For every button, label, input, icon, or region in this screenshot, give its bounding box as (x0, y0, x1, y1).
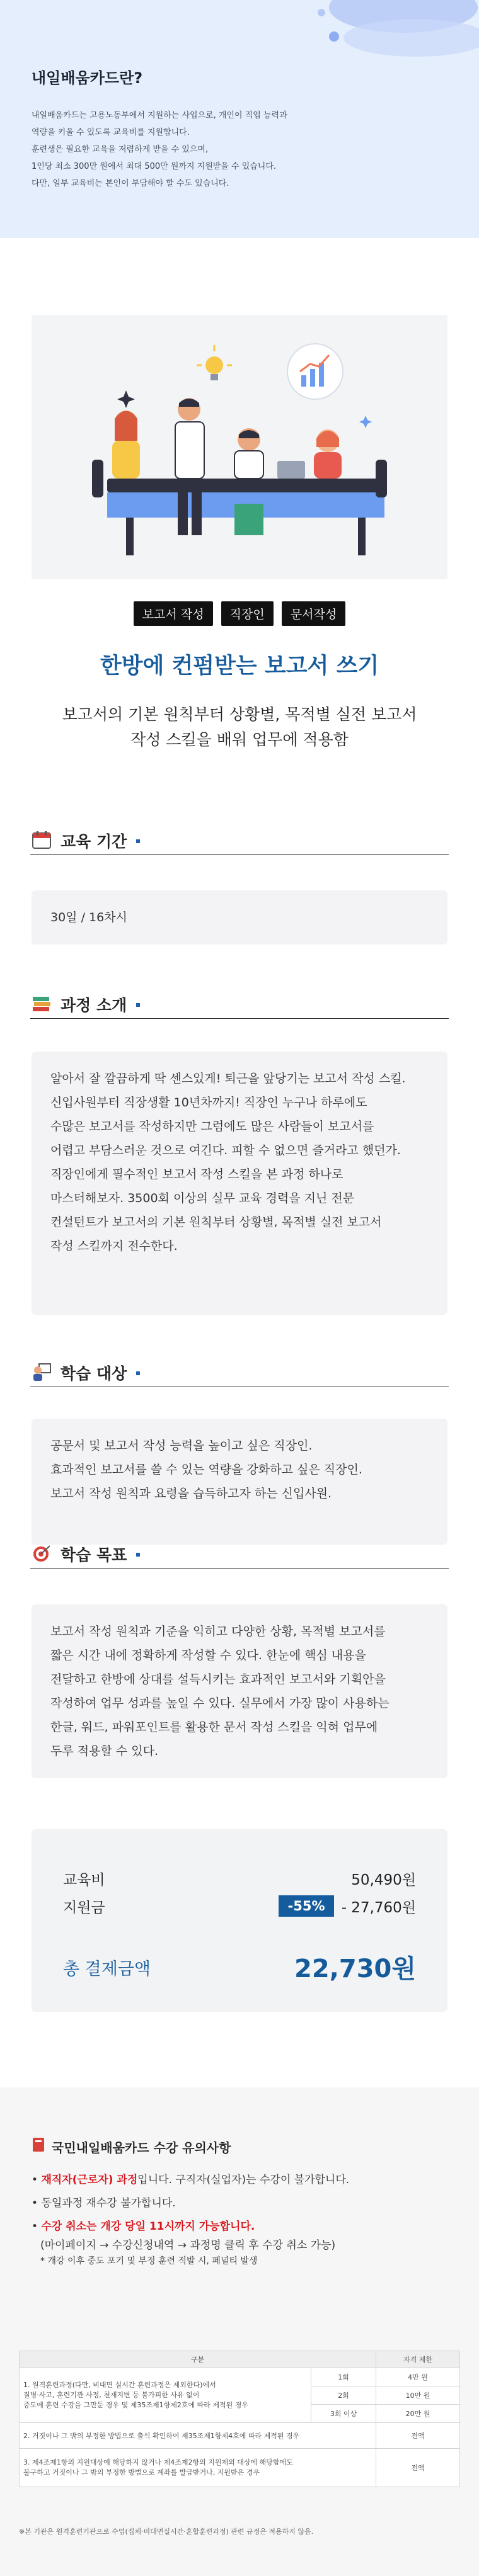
table-header-row (20, 2351, 460, 2368)
title-dot (136, 839, 140, 843)
course-illustration (32, 315, 447, 579)
support-value: - 27,760원 (341, 1900, 416, 1916)
table-cell-count: 3회 이상 (311, 2405, 376, 2423)
desc-line: 3. 제4조제1항의 지원대상에 해당하지 않거나 제4조제2항의 지원제외 대상에 해당함에도 (23, 2458, 293, 2466)
table-cell-amount: 10만 원 (376, 2386, 460, 2405)
section-period-header (30, 822, 449, 855)
notice-item: • 동일과정 재수강 불가합니다. (32, 2197, 176, 2210)
penalty-table (19, 2351, 460, 2487)
price-card (32, 1829, 447, 2012)
hero-line: 역량을 키울 수 있도록 교육비를 지원합니다. (32, 128, 190, 137)
goal-card (32, 1604, 447, 1778)
notice-item: • 재직자(근로자) 과정입니다. 구직자(실업자)는 수강이 불가합니다. (32, 2174, 350, 2186)
notice-footnote: ※본 기관은 원격훈련기관으로 수업(집체·비대면실시간·혼합훈련과정) 관련 규정은 적용하지 않음. (19, 2528, 314, 2536)
hero-decoration (296, 0, 479, 113)
notice-item-text: 입니다. 구직자(실업자)는 수강이 불가합니다. (137, 2174, 350, 2186)
desc-line: 불구하고 거짓이나 그 밖의 부정한 방법으로 계좌를 발급받거나, 지원받은 경우 (23, 2468, 260, 2477)
intro-text (50, 1067, 406, 1258)
notice-item-emphasis: 재직자(근로자) 과정 (41, 2174, 138, 2186)
goal-line: 두루 적용할 수 있다. (50, 1744, 158, 1758)
hero-line: 1인당 최소 300만 원에서 최대 500만 원까지 지원받을 수 있습니다. (32, 162, 277, 171)
period-value: 30일 / 16차시 (50, 911, 127, 924)
course-subtitle (0, 702, 479, 752)
goal-text (50, 1620, 390, 1763)
table-row (20, 2449, 460, 2487)
intro-line: 수많은 보고서를 작성하지만 그럼에도 많은 사람들이 보고서를 (50, 1120, 374, 1133)
total-value: 22,730원 (294, 1955, 416, 1983)
fee-value: 50,490원 (351, 1872, 416, 1888)
support-label: 지원금 (63, 1900, 105, 1916)
desc-line: 1. 원격훈련과정(다만, 비대면 실시간 훈련과정은 제외한다)에서 (23, 2381, 216, 2389)
cancel-path: (마이페이지 → 수강신청내역 → 과정명 클릭 후 수강 취소 가능) (40, 2239, 336, 2252)
target-line: 공문서 및 보고서 작성 능력을 높이고 싶은 직장인. (50, 1439, 313, 1453)
table-cell-desc (20, 2368, 311, 2423)
desc-line: 중도에 훈련 수강을 그만둔 경우 및 제35조제1항제2호에 따라 제적된 경우 (23, 2401, 248, 2409)
fee-label: 교육비 (63, 1872, 105, 1888)
notice-title: 국민내일배움카드 수강 유의사항 (52, 2140, 231, 2155)
course-tags (0, 601, 479, 626)
target-icon (32, 1544, 52, 1563)
target-line: 보고서 작성 원칙과 요령을 습득하고자 하는 신입사원. (50, 1487, 332, 1501)
table-row (20, 2368, 460, 2386)
intro-line: 마스터해보자. 3500회 이상의 실무 교육 경력을 지닌 전문 (50, 1191, 355, 1205)
calendar-icon (32, 831, 52, 849)
intro-line: 컨설턴트가 보고서의 기본 원칙부터 상황별, 목적별 실전 보고서 (50, 1215, 382, 1229)
intro-line: 어렵고 부담스러운 것으로 여긴다. 피할 수 없으면 즐거라고 했던가. (50, 1143, 401, 1157)
section-title: 학습 목표 (61, 1546, 127, 1564)
section-target-header (30, 1354, 449, 1387)
intro-line: 알아서 잘 깔끔하게 딱 센스있게! 퇴근을 앞당기는 보고서 작성 스킬. (50, 1072, 406, 1086)
intro-card (32, 1052, 447, 1315)
goal-line: 한글, 워드, 파워포인트를 활용한 문서 작성 스킬을 익혀 업무에 (50, 1720, 378, 1734)
table-cell-amount: 20만 원 (376, 2405, 460, 2423)
table-header: 자격 제한 (376, 2351, 460, 2368)
notice-section (0, 2087, 479, 2576)
cancel-note: * 개강 이후 중도 포기 및 부정 훈련 적발 시, 페널티 발생 (40, 2256, 258, 2266)
teacher-icon (32, 1363, 52, 1382)
table-cell-amount: 전액 (376, 2423, 460, 2449)
course-subtitle-line: 보고서의 기본 원칙부터 상황별, 목적별 실전 보고서 (62, 705, 417, 723)
desc-line: 질병·사고, 훈련기관 사정, 천재지변 등 불가피한 사유 없이 (23, 2391, 200, 2399)
hero-line: 훈련생은 필요한 교육을 저렴하게 받을 수 있으며, (32, 145, 209, 154)
hero-banner (0, 0, 479, 238)
intro-line: 직장인에게 필수적인 보고서 작성 스킬을 본 과정 하나로 (50, 1167, 343, 1181)
table-row (20, 2423, 460, 2449)
title-dot (136, 1553, 140, 1557)
table-cell-desc (20, 2449, 376, 2487)
books-icon (32, 994, 52, 1013)
intro-line: 작성 스킬까지 전수한다. (50, 1239, 178, 1253)
table-header: 구분 (20, 2351, 376, 2368)
course-tag: 보고서 작성 (134, 601, 213, 626)
notice-item: • 수강 취소는 개강 당일 11시까지 가능합니다. (32, 2220, 255, 2233)
goal-line: 작성하여 업무 성과를 높일 수 있다. 실무에서 가장 많이 사용하는 (50, 1696, 390, 1710)
table-cell-count: 1회 (311, 2368, 376, 2386)
target-text (50, 1434, 362, 1506)
period-card (32, 890, 447, 945)
hero-description (32, 107, 384, 192)
target-card (32, 1419, 447, 1545)
notice-item-emphasis: 수강 취소는 개강 당일 11시까지 가능합니다. (41, 2220, 255, 2233)
table-cell-count: 2회 (311, 2386, 376, 2405)
hero-line: 다만, 일부 교육비는 본인이 부담해야 할 수도 있습니다. (32, 179, 229, 188)
discount-badge: -55% (279, 1895, 334, 1917)
section-title: 학습 대상 (61, 1365, 127, 1383)
hero-line: 내일배움카드는 고용노동부에서 지원하는 사업으로, 개인이 직업 능력과 (32, 111, 287, 120)
course-tag: 직장인 (221, 601, 274, 626)
goal-line: 보고서 작성 원칙과 기준을 익히고 다양한 상황, 목적별 보고서를 (50, 1625, 386, 1638)
target-line: 효과적인 보고서를 쓸 수 있는 역량을 강화하고 싶은 직장인. (50, 1463, 362, 1477)
goal-line: 전달하고 한방에 상대를 설득시키는 효과적인 보고서와 기획안을 (50, 1672, 386, 1686)
title-dot (136, 1003, 140, 1007)
section-goal-header (30, 1535, 449, 1569)
course-title: 한방에 컨펌받는 보고서 쓰기 (100, 654, 379, 679)
table-cell-amount: 4만 원 (376, 2368, 460, 2386)
course-subtitle-line: 작성 스킬을 배워 업무에 적용함 (130, 730, 349, 749)
notice-item-text: 동일과정 재수강 불가합니다. (41, 2197, 176, 2210)
warning-book-icon (32, 2136, 45, 2153)
table-cell-amount: 전액 (376, 2449, 460, 2487)
intro-line: 신입사원부터 직장생활 10년차까지! 직장인 누구나 하루에도 (50, 1096, 367, 1109)
hero-title: 내일배움카드란? (32, 69, 143, 87)
section-intro-header (30, 985, 449, 1019)
total-label: 총 결제금액 (63, 1960, 151, 1979)
goal-line: 짧은 시간 내에 정확하게 작성할 수 있다. 한눈에 핵심 내용을 (50, 1648, 366, 1662)
title-dot (136, 1371, 140, 1375)
course-tag: 문서작성 (282, 601, 345, 626)
section-title: 교육 기간 (61, 832, 127, 851)
table-cell-desc: 2. 거짓이나 그 밖의 부정한 방법으로 출석 확인하여 제35조제1항제4호에 따라 제적된 경우 (20, 2423, 376, 2449)
section-title: 과정 소개 (61, 996, 127, 1014)
